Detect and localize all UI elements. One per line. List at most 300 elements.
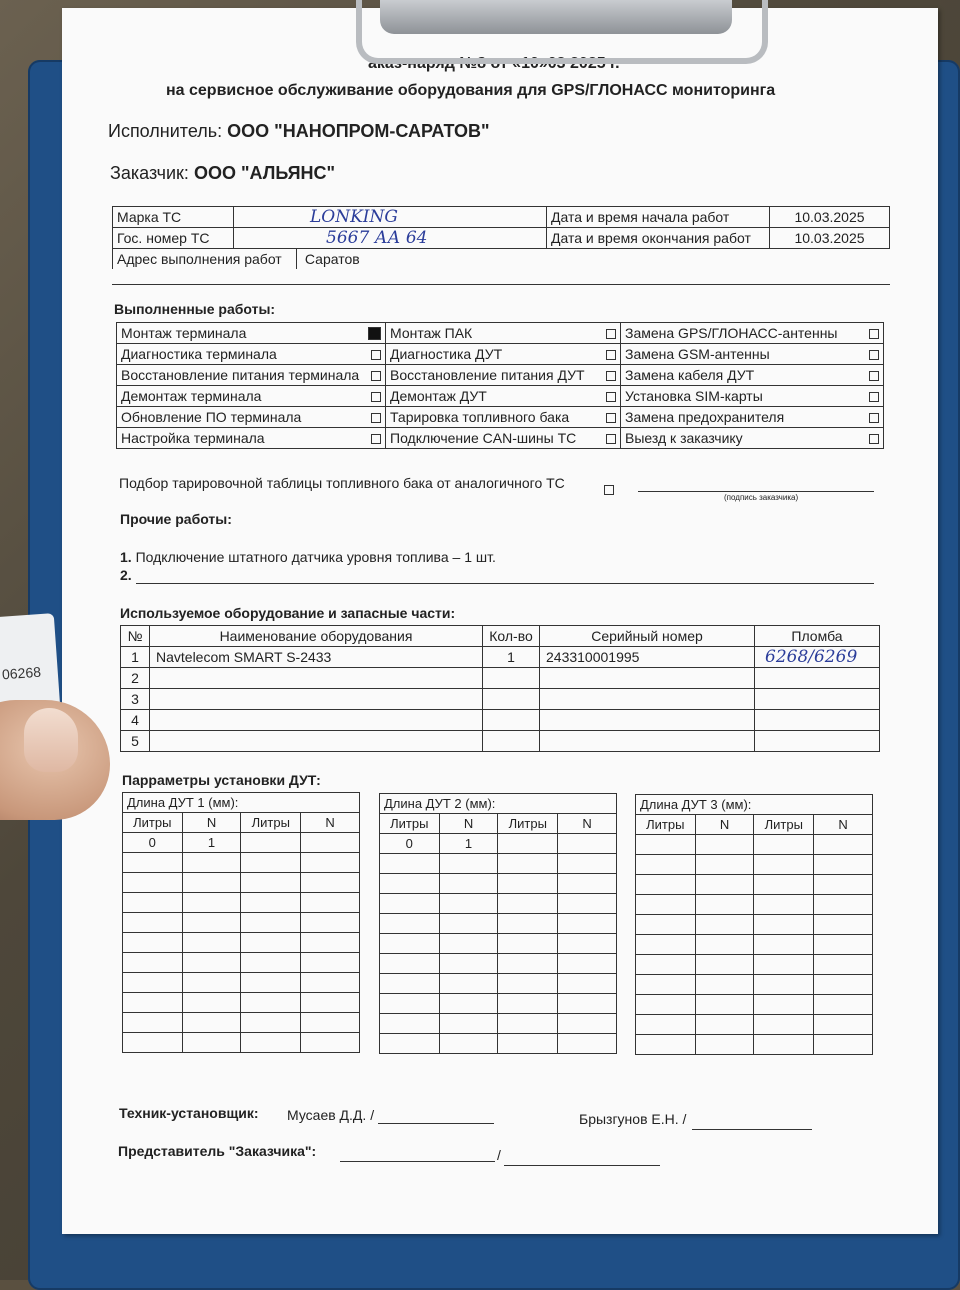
work-item-label: Диагностика ДУТ [390,346,503,362]
work-item-label: Диагностика терминала [121,346,277,362]
dut-cell[interactable] [241,953,301,973]
dut-cell[interactable] [182,1033,241,1053]
other-works-title: Прочие работы: [120,511,232,527]
work-item-label: Восстановление питания терминала [121,367,360,383]
dut-cell[interactable] [182,933,241,953]
dut-cell[interactable] [814,935,873,955]
dut-cell[interactable]: 1 [439,834,498,854]
customer-label: Заказчик: [110,163,189,183]
table-row [636,835,873,855]
dut-cell[interactable] [439,874,498,894]
dut-cell[interactable] [241,913,301,933]
table-row [380,994,617,1014]
dut-cell[interactable] [558,854,617,874]
works-title: Выполненные работы: [114,301,276,317]
work-item[interactable] [117,386,386,407]
item-1-number: 1. [120,549,132,565]
table-row [380,934,617,954]
plate-label: Гос. номер ТС [113,228,234,249]
dut-table-1 [122,792,360,1053]
customer-rep-separator: / [497,1147,501,1163]
dut-cell[interactable] [636,995,696,1015]
work-item-label: Выезд к заказчику [625,430,743,446]
dut-header-cell: Литры [636,815,696,835]
table-row [380,974,617,994]
table-row [380,874,617,894]
work-item[interactable] [386,344,621,365]
table-row [123,933,360,953]
equipment-cell: 4 [121,710,150,731]
table-row [123,853,360,873]
dut-cell[interactable] [754,915,814,935]
dut-header-cell: N [814,815,873,835]
equipment-cell[interactable] [540,731,755,752]
other-work-item-1 [120,549,496,565]
table-row [380,834,617,854]
table-row [636,1035,873,1055]
dut-cell[interactable] [380,914,440,934]
dut-cell[interactable] [754,955,814,975]
dut-cell[interactable] [498,874,558,894]
work-item[interactable] [117,323,386,344]
work-item-label: Настройка терминала [121,430,265,446]
dut-cell[interactable] [498,1034,558,1054]
work-item-checkbox[interactable] [606,350,616,360]
dut-cell[interactable] [182,873,241,893]
equipment-header-cell: Серийный номер [540,626,755,647]
dut-cell[interactable] [182,953,241,973]
table-row [121,647,880,668]
dut-cell[interactable] [636,1035,696,1055]
dut-cell[interactable] [439,934,498,954]
dut-cell[interactable]: 0 [123,833,183,853]
equipment-cell: 5 [121,731,150,752]
dut-cell[interactable] [814,835,873,855]
dut-cell[interactable] [380,894,440,914]
dut-cell[interactable] [380,934,440,954]
dut-cell[interactable] [695,995,754,1015]
dut-cell[interactable] [636,935,696,955]
dut-cell[interactable] [814,975,873,995]
document-subtitle: на сервисное обслуживание оборудования для GPS/ГЛОНАСС мониторинга [166,82,776,99]
dut-cell[interactable] [301,1033,360,1053]
dut-cell[interactable] [380,854,440,874]
tariff-checkbox[interactable] [604,485,614,495]
work-item-label: Замена предохранителя [625,409,785,425]
dut-cell[interactable] [814,1015,873,1035]
dut-cell[interactable] [123,953,183,973]
dut-cell[interactable] [380,1014,440,1034]
thumb-nail [24,708,78,772]
table-row [636,995,873,1015]
dut-cell[interactable] [123,933,183,953]
table-row [380,954,617,974]
dut-cell[interactable] [558,934,617,954]
dut-table-3 [635,794,873,1055]
dut-cell[interactable] [241,1033,301,1053]
table-row [123,833,360,853]
table-row [123,973,360,993]
dut-cell[interactable] [182,913,241,933]
dut-cell[interactable] [439,854,498,874]
dut-table-2 [379,793,617,1054]
dut-cell[interactable] [814,875,873,895]
equipment-title: Используемое оборудование и запасные части: [120,605,456,621]
dut-cell[interactable] [498,934,558,954]
dut-cell[interactable] [123,893,183,913]
dut-cell[interactable] [558,834,617,854]
equipment-header-cell: № [121,626,150,647]
work-item[interactable] [621,386,884,407]
dut-cell[interactable] [754,855,814,875]
dut-cell[interactable] [182,893,241,913]
end-value: 10.03.2025 [770,228,890,249]
dut-cell[interactable] [439,1034,498,1054]
technician-2-signature-line[interactable] [692,1129,812,1130]
dut-cell[interactable] [439,894,498,914]
equipment-cell[interactable] [150,668,483,689]
dut-cell[interactable] [498,994,558,1014]
equipment-header-cell: Наименование оборудования [150,626,483,647]
dut-cell[interactable] [498,854,558,874]
work-item-label: Замена кабеля ДУТ [625,367,755,383]
equipment-cell: 1 [121,647,150,668]
equipment-cell[interactable] [483,689,540,710]
dut-cell[interactable] [558,894,617,914]
dut-cell[interactable] [241,1013,301,1033]
address-underline [112,284,890,285]
end-label: Дата и время окончания работ [547,228,770,249]
table-row [123,1013,360,1033]
work-item[interactable] [386,323,621,344]
contractor-value: ООО "НАНОПРОМ-САРАТОВ" [227,121,490,141]
dut-cell[interactable] [182,973,241,993]
dut-cell[interactable] [498,914,558,934]
work-item[interactable] [386,365,621,386]
dut-cell[interactable] [814,955,873,975]
dut-cell[interactable] [301,953,360,973]
dut-cell[interactable] [301,833,360,853]
work-item[interactable] [117,428,386,449]
dut-cell[interactable] [636,875,696,895]
work-item[interactable] [117,344,386,365]
dut-cell[interactable]: 0 [380,834,440,854]
equipment-cell[interactable] [540,689,755,710]
customer-rep-line-1[interactable] [340,1161,495,1162]
dut-cell[interactable] [498,974,558,994]
dut-cell[interactable] [814,1035,873,1055]
work-item-checkbox[interactable] [371,350,381,360]
customer-row [110,163,335,184]
dut-cell[interactable] [558,974,617,994]
sim-card-number: 06268 [1,663,42,683]
technician-1-signature-line[interactable] [378,1123,494,1124]
start-label: Дата и время начала работ [547,207,770,228]
equipment-cell[interactable] [150,689,483,710]
dut-cell[interactable] [754,975,814,995]
work-item[interactable] [117,407,386,428]
contractor-row [108,121,490,142]
equipment-cell[interactable]: 243310001995 [540,647,755,668]
dut-cell[interactable] [558,954,617,974]
work-item[interactable] [386,386,621,407]
table-row [380,914,617,934]
equipment-cell[interactable] [755,710,880,731]
work-item-checkbox[interactable] [606,413,616,423]
dut-cell[interactable] [182,853,241,873]
table-row [380,894,617,914]
dut-cell[interactable] [380,954,440,974]
table-row [123,893,360,913]
dut-cell[interactable] [814,855,873,875]
work-item-checkbox[interactable] [371,392,381,402]
dut-cell[interactable] [439,954,498,974]
table-row [636,975,873,995]
work-item[interactable] [386,428,621,449]
work-item-checkbox[interactable] [606,434,616,444]
dut-cell[interactable] [498,894,558,914]
equipment-cell[interactable] [540,710,755,731]
brand-value: LONKING [234,207,547,228]
dut-cell[interactable] [754,1035,814,1055]
dut-cell[interactable] [241,833,301,853]
dut-header-cell: Литры [123,813,183,833]
address-label: Адрес выполнения работ [113,249,297,269]
dut-cell[interactable] [301,933,360,953]
dut-cell[interactable] [123,913,183,933]
dut-length-label: Длина ДУТ 2 (мм): [380,794,617,814]
dut-cell[interactable] [123,993,183,1013]
dut-cell[interactable] [439,974,498,994]
dut-header-cell: Литры [498,814,558,834]
dut-cell[interactable] [695,975,754,995]
dut-cell[interactable] [182,993,241,1013]
equipment-cell[interactable] [150,710,483,731]
works-row [117,323,884,344]
work-item-label: Замена GPS/ГЛОНАСС-антенны [625,325,838,341]
dut-cell[interactable] [380,994,440,1014]
equipment-cell[interactable] [483,668,540,689]
work-item[interactable] [621,407,884,428]
customer-rep-label: Представитель "Заказчика": [118,1143,317,1159]
work-item-checkbox[interactable] [869,434,879,444]
dut-cell[interactable] [695,895,754,915]
equipment-table [120,625,880,752]
dut-cell[interactable] [754,895,814,915]
technician-1-name: Мусаев Д.Д. / [287,1107,375,1123]
table-row [121,710,880,731]
table-row [123,873,360,893]
dut-cell[interactable] [558,1034,617,1054]
equipment-cell[interactable] [755,668,880,689]
dut-cell[interactable] [123,1013,183,1033]
dut-header-cell: Литры [241,813,301,833]
table-row [380,1034,617,1054]
dut-cell[interactable] [123,873,183,893]
dut-cell[interactable] [695,835,754,855]
table-row [636,855,873,875]
dut-cell[interactable] [241,873,301,893]
dut-cell[interactable] [301,913,360,933]
dut-cell[interactable] [636,855,696,875]
dut-title: Парраметры установки ДУТ: [122,772,321,788]
dut-cell[interactable] [498,954,558,974]
equipment-cell[interactable]: Navtelecom SMART S-2433 [150,647,483,668]
work-item-checkbox[interactable] [606,329,616,339]
dut-cell[interactable] [695,935,754,955]
dut-cell[interactable] [814,915,873,935]
dut-cell[interactable] [380,1034,440,1054]
works-row [117,407,884,428]
work-item-label: Демонтаж терминала [121,388,262,404]
dut-cell[interactable] [301,1013,360,1033]
dut-cell[interactable] [439,1014,498,1034]
work-item-checkbox[interactable] [371,434,381,444]
dut-length-label: Длина ДУТ 1 (мм): [123,793,360,813]
table-row [636,875,873,895]
equipment-header-row [121,626,880,647]
dut-cell[interactable] [182,1013,241,1033]
work-item-label: Тарировка топливного бака [390,409,570,425]
dut-cell[interactable] [636,835,696,855]
dut-cell[interactable] [695,915,754,935]
dut-cell[interactable] [754,935,814,955]
equipment-cell[interactable] [540,668,755,689]
table-row [380,854,617,874]
equipment-cell[interactable]: 6268/6269 [755,647,880,668]
work-item-checkbox[interactable] [869,329,879,339]
dut-length-label: Длина ДУТ 3 (мм): [636,795,873,815]
dut-cell[interactable] [695,855,754,875]
equipment-header-cell: Кол-во [483,626,540,647]
work-item[interactable] [621,365,884,386]
table-row [121,668,880,689]
dut-cell[interactable] [558,994,617,1014]
dut-cell[interactable] [695,955,754,975]
item-2-line[interactable] [136,583,874,584]
work-item-checkbox[interactable] [869,371,879,381]
dut-cell[interactable] [558,914,617,934]
dut-cell[interactable] [498,834,558,854]
dut-cell[interactable] [754,835,814,855]
dut-cell[interactable] [814,895,873,915]
work-item-checkbox[interactable] [371,413,381,423]
clip-lever [380,0,732,34]
dut-header-cell: N [439,814,498,834]
work-item[interactable] [621,428,884,449]
dut-cell[interactable] [498,1014,558,1034]
equipment-cell[interactable] [150,731,483,752]
dut-cell[interactable] [241,893,301,913]
dut-cell[interactable] [695,1015,754,1035]
dut-cell[interactable] [241,973,301,993]
document-title: аказ-наряд №8 от «10»03 2025 г. [368,55,620,72]
work-item[interactable] [386,407,621,428]
equipment-cell[interactable] [483,710,540,731]
work-item-label: Демонтаж ДУТ [390,388,487,404]
table-row [123,913,360,933]
equipment-cell[interactable] [755,689,880,710]
brand-label: Марка ТС [113,207,234,228]
dut-cell[interactable] [301,853,360,873]
dut-cell[interactable] [241,933,301,953]
works-row [117,365,884,386]
dut-cell[interactable] [814,995,873,1015]
dut-cell[interactable] [754,1015,814,1035]
works-row [117,386,884,407]
dut-header-cell: N [301,813,360,833]
work-item-checkbox[interactable] [606,392,616,402]
dut-cell[interactable] [241,993,301,1013]
dut-cell[interactable] [439,914,498,934]
dut-cell[interactable] [636,1015,696,1035]
dut-cell[interactable] [241,853,301,873]
dut-cell[interactable] [636,975,696,995]
dut-cell[interactable] [123,1033,183,1053]
address-value: Саратов [304,251,360,267]
work-item-label: Обновление ПО терминала [121,409,302,425]
work-item-checkbox[interactable] [869,413,879,423]
plate-value: 5667 АА 64 [234,228,547,249]
work-item-label: Монтаж терминала [121,325,247,341]
dut-cell[interactable] [558,874,617,894]
dut-cell[interactable] [754,875,814,895]
equipment-cell[interactable]: 1 [483,647,540,668]
dut-cell[interactable] [301,993,360,1013]
dut-cell[interactable] [439,994,498,1014]
customer-rep-line-2[interactable] [504,1165,660,1166]
dut-cell[interactable] [695,875,754,895]
equipment-cell[interactable] [483,731,540,752]
work-item-checkbox[interactable] [606,371,616,381]
work-item[interactable] [621,323,884,344]
dut-cell[interactable] [123,853,183,873]
table-row [123,1033,360,1053]
work-item[interactable] [117,365,386,386]
customer-value: ООО "АЛЬЯНС" [193,163,336,183]
dut-cell[interactable] [636,955,696,975]
dut-cell[interactable] [301,873,360,893]
table-row [636,955,873,975]
dut-cell[interactable] [558,1014,617,1034]
table-row [636,1015,873,1035]
dut-cell[interactable]: 1 [182,833,241,853]
work-item-checkbox[interactable] [368,327,381,340]
dut-cell[interactable] [695,1035,754,1055]
dut-cell[interactable] [754,995,814,1015]
vehicle-table [112,206,890,269]
work-item-label: Монтаж ПАК [390,325,473,341]
dut-cell[interactable] [301,973,360,993]
work-item-checkbox[interactable] [869,350,879,360]
dut-cell[interactable] [636,895,696,915]
table-row [121,689,880,710]
work-item-checkbox[interactable] [869,392,879,402]
equipment-cell: 2 [121,668,150,689]
work-item-checkbox[interactable] [371,371,381,381]
equipment-cell[interactable] [755,731,880,752]
table-row [121,731,880,752]
dut-cell[interactable] [636,915,696,935]
table-row [636,935,873,955]
dut-cell[interactable] [301,893,360,913]
work-item[interactable] [621,344,884,365]
dut-cell[interactable] [123,973,183,993]
dut-cell[interactable] [380,974,440,994]
table-row [123,993,360,1013]
dut-cell[interactable] [380,874,440,894]
customer-signature-line[interactable] [638,491,874,492]
